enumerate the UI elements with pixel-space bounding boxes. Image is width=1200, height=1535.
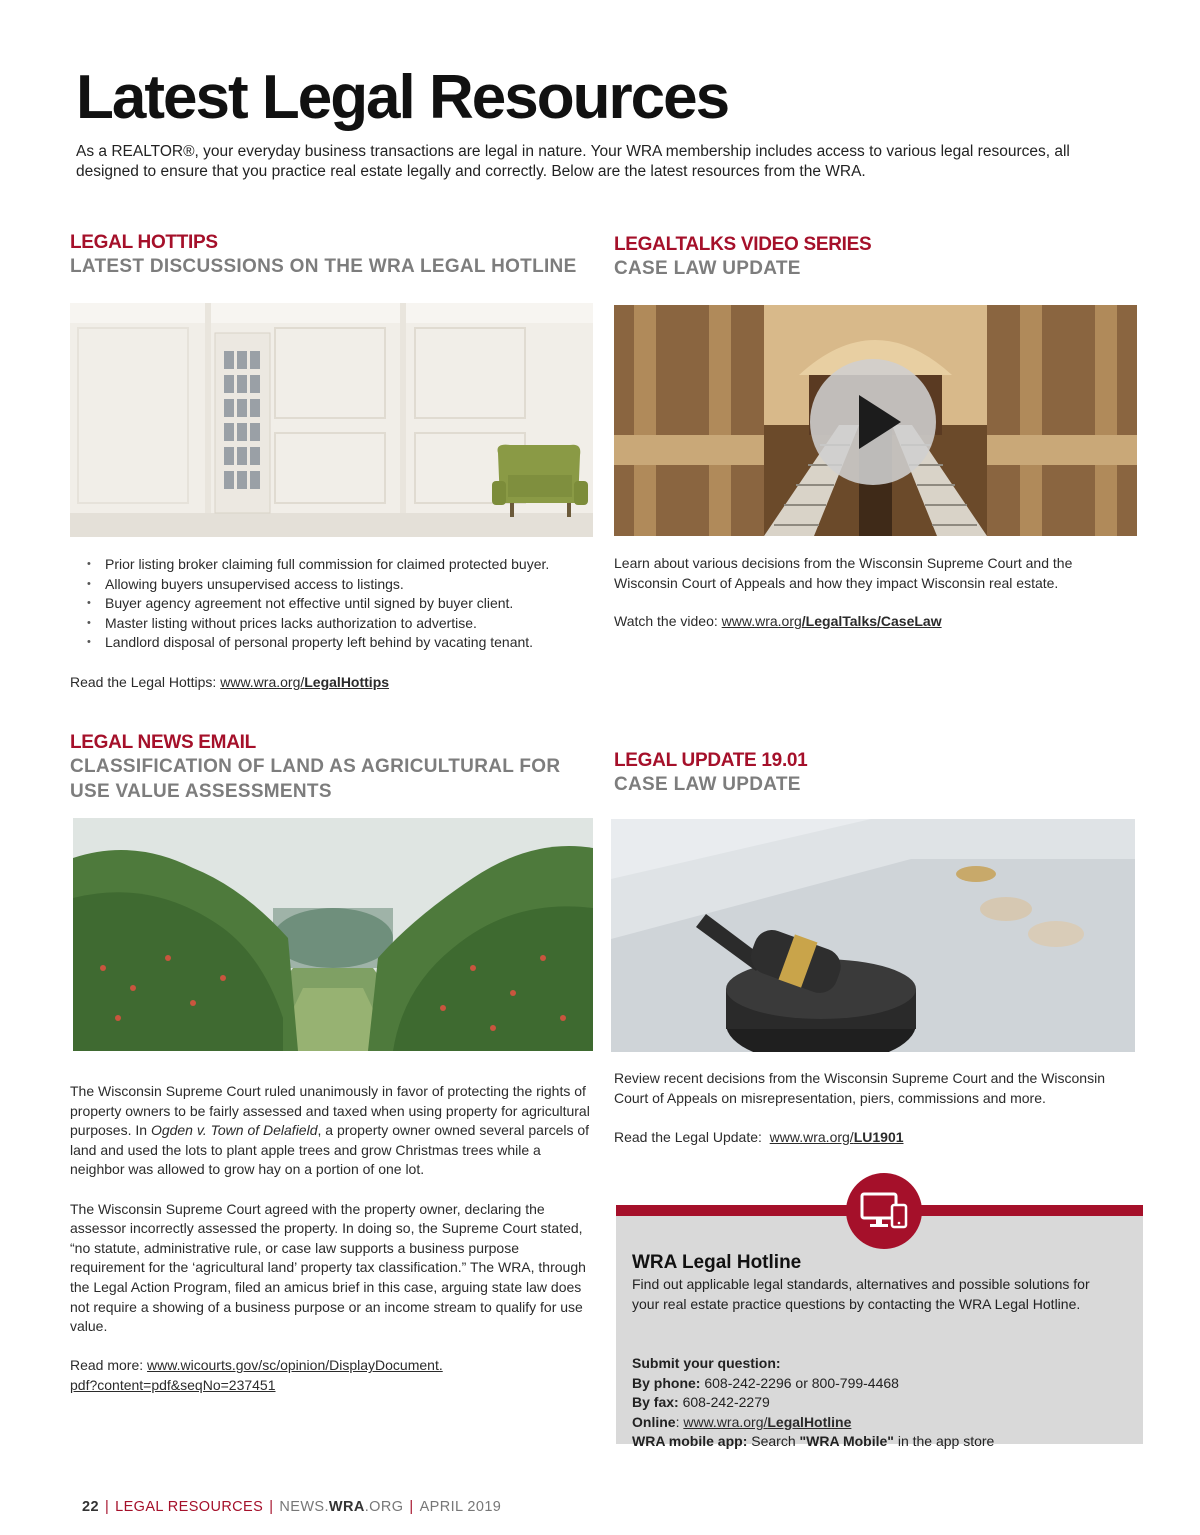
legaltalks-title: CASE LAW UPDATE (614, 258, 801, 279)
legal-update-read-line: Read the Legal Update: www.wra.org/LU1901 (614, 1129, 904, 1145)
news-email-paragraph-1: The Wisconsin Supreme Court ruled unanimously in favor of protecting the rights of property owners to be fairly assessed and taxed when using property for agricultural purposes. In Ogden v. Town of Delafield, a property owner owned several parcels of land and used the lots to plant apple trees and grow Christmas trees while a neighbor was allowed to grow hay on a portion of one lot. (70, 1083, 590, 1178)
legal-update-label: LEGAL UPDATE 19.01 (614, 750, 808, 771)
hotline-phone: By phone: 608-242-2296 or 800-799-4468 (632, 1374, 899, 1391)
legaltalks-link[interactable]: www.wra.org/LegalTalks/CaseLaw (721, 613, 942, 629)
legal-update-description: Review recent decisions from the Wisconsin Supreme Court and the Wisconsin Court of Appeals on misrepresentation, piers, commissions and more. (614, 1070, 1105, 1106)
list-item: • Prior listing broker claiming full commission for claimed protected buyer. (70, 555, 610, 575)
list-item: • Allowing buyers unsupervised access to listings. (70, 575, 610, 595)
news-email-title: CLASSIFICATION OF LAND AS AGRICULTURAL FOR USE VALUE ASSESSMENTS (70, 756, 561, 802)
legal-update-heading (614, 750, 1144, 797)
news-email-body (70, 1082, 590, 1396)
hottips-link[interactable]: www.wra.org/LegalHottips (220, 674, 390, 690)
footer-section: LEGAL RESOURCES (115, 1499, 264, 1515)
hotline-title: WRA Legal Hotline (632, 1252, 802, 1273)
news-email-heading (70, 732, 600, 804)
hottips-label: LEGAL HOTTIPS (70, 232, 218, 253)
hotline-online-link[interactable]: www.wra.org/LegalHotline (683, 1413, 852, 1430)
news-email-paragraph-2: The Wisconsin Supreme Court agreed with the property owner, declaring the assessor incorrectly assessed the property. In doing so, the Supreme Court stated, “no statute, administrative rule, or case law supports a business purpose requirement for the ‘agricultural land’ property tax classification.” The WRA, through the Legal Action Program, filed an amicus brief in this case, arguing state law does not require a showing of a business purpose or an income stream to qualify for use value. (70, 1200, 586, 1335)
hotline-fax: By fax: 608-242-2279 (632, 1394, 770, 1411)
legaltalks-label: LEGALTALKS VIDEO SERIES (614, 234, 872, 255)
footer-issue: APRIL 2019 (419, 1499, 502, 1515)
page-footer: 22 | LEGAL RESOURCES | NEWS.WRA.ORG | APRIL 2019 (82, 1499, 502, 1515)
hottips-bullet-list (70, 555, 610, 653)
computer-mobile-icon (846, 1173, 922, 1249)
legaltalks-heading (614, 234, 1144, 281)
news-email-read-line: Read more: www.wicourts.gov/sc/opinion/DisplayDocument. pdf?content=pdf&seqNo=237451 (70, 1357, 443, 1393)
hotline-contacts (632, 1354, 1132, 1452)
gavel-photo (611, 819, 1135, 1052)
news-email-label: LEGAL NEWS EMAIL (70, 732, 256, 753)
hotline-description: Find out applicable legal standards, alternatives and possible solutions for your real estate practice questions by contacting the WRA Legal Hotline. (632, 1276, 1090, 1312)
page-number: 22 (82, 1499, 99, 1515)
hottips-title: LATEST DISCUSSIONS ON THE WRA LEGAL HOTLINE (70, 256, 577, 277)
legal-update-title: CASE LAW UPDATE (614, 774, 801, 795)
hotline-online: Online: www.wra.org/LegalHotline (632, 1413, 852, 1430)
hottips-read-line: Read the Legal Hottips: www.wra.org/LegalHottips (70, 674, 390, 690)
hottips-heading (70, 232, 600, 279)
room-photo (70, 303, 593, 537)
list-item: • Landlord disposal of personal property left behind by vacating tenant. (70, 633, 610, 653)
hotline-submit-label: Submit your question: (632, 1355, 781, 1371)
hotline-app: WRA mobile app: Search "WRA Mobile" in the app store (632, 1433, 995, 1450)
orchard-photo (73, 818, 593, 1051)
legaltalks-description: Learn about various decisions from the Wisconsin Supreme Court and the Wisconsin Court of Appeals and how they impact Wisconsin real estate. (614, 555, 1073, 591)
page-title: Latest Legal Resources (76, 63, 729, 132)
legaltalks-watch-line: Watch the video: www.wra.org/LegalTalks/CaseLaw (614, 613, 942, 629)
news-email-link[interactable]: www.wicourts.gov/sc/opinion/DisplayDocument. pdf?content=pdf&seqNo=237451 (70, 1357, 443, 1393)
list-item: • Master listing without prices lacks authorization to advertise. (70, 614, 610, 634)
legal-update-link[interactable]: www.wra.org/LU1901 (769, 1129, 904, 1145)
list-item: • Buyer agency agreement not effective until signed by buyer client. (70, 594, 610, 614)
video-thumbnail[interactable] (614, 305, 1137, 536)
intro-paragraph: As a REALTOR®, your everyday business transactions are legal in nature. Your WRA membership includes access to various legal resources, all designed to ensure that you practice real estate legally and correctly. Below are the latest resources from the WRA. (76, 143, 1070, 180)
